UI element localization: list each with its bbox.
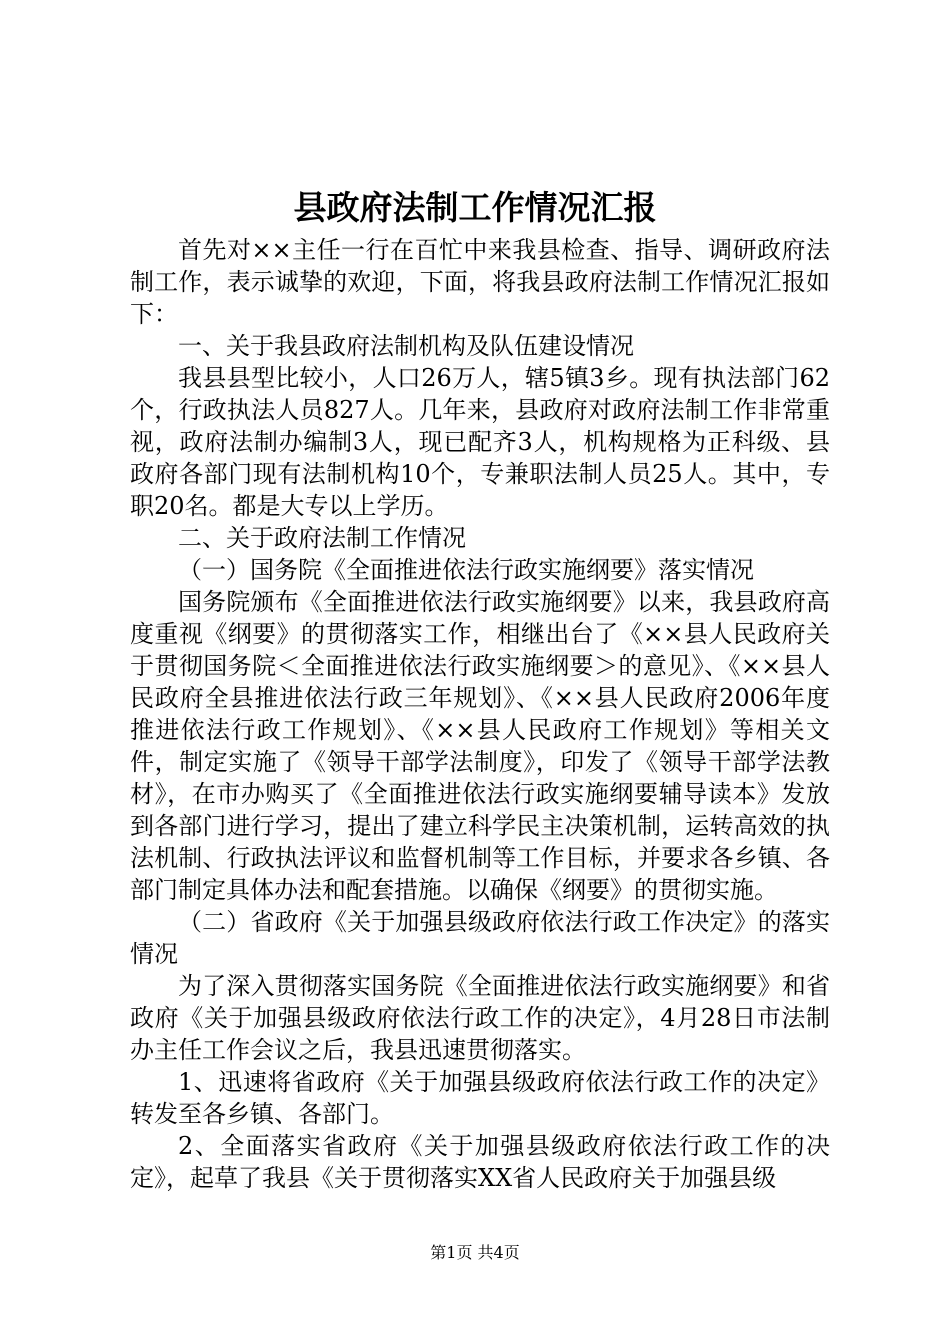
body-paragraph: 我县县型比较小，人口26万人，辖5镇3乡。现有执法部门62个，行政执法人员827人。几年来，县政府对政府法制工作非常重视，政府法制办编制3人，现已配齐3人，机构规格为正科级、县政府各部门现有法制机构10个，专兼职法制人员25人。其中，专职20名。都是大专以上学历。 [130, 364, 830, 520]
subsection-heading-2: （二）省政府《关于加强县级政府依法行政工作决定》的落实情况 [130, 908, 830, 968]
page-number: 第1页 共4页 [430, 1243, 520, 1262]
document-body [130, 234, 830, 1194]
body-paragraph: 国务院颁布《全面推进依法行政实施纲要》以来，我县政府高度重视《纲要》的贯彻落实工作，相继出台了《××县人民政府关于贯彻国务院＜全面推进依法行政实施纲要＞的意见》、《××县人民政府全县推进依法行政三年规划》、《××县人民政府2006年度推进依法行政工作规划》、《××县人民政府工作规划》等相关文件，制定实施了《领导干部学法制度》，印发了《领导干部学法教材》，在市办购买了《全面推进依法行政实施纲要辅导读本》发放到各部门进行学习，提出了建立科学民主决策机制，运转高效的执法机制、行政执法评议和监督机制等工作目标，并要求各乡镇、各部门制定具体办法和配套措施。以确保《纲要》的贯彻实施。 [130, 588, 830, 904]
body-paragraph: 为了深入贯彻落实国务院《全面推进依法行政实施纲要》和省政府《关于加强县级政府依法行政工作的决定》，4月28日市法制办主任工作会议之后，我县迅速贯彻落实。 [130, 972, 830, 1064]
list-item-1: 1、迅速将省政府《关于加强县级政府依法行政工作的决定》转发至各乡镇、各部门。 [130, 1068, 830, 1128]
intro-paragraph: 首先对××主任一行在百忙中来我县检查、指导、调研政府法制工作，表示诚挚的欢迎，下面，将我县政府法制工作情况汇报如下： [130, 236, 830, 328]
document-title: 县政府法制工作情况汇报 [293, 188, 657, 227]
list-item-2: 2、全面落实省政府《关于加强县级政府依法行政工作的决定》，起草了我县《关于贯彻落实XX省人民政府关于加强县级 [130, 1132, 830, 1192]
subsection-heading-1: （一）国务院《全面推进依法行政实施纲要》落实情况 [178, 556, 754, 584]
section-heading-1: 一、关于我县政府法制机构及队伍建设情况 [178, 332, 634, 360]
section-heading-2: 二、关于政府法制工作情况 [178, 524, 466, 552]
